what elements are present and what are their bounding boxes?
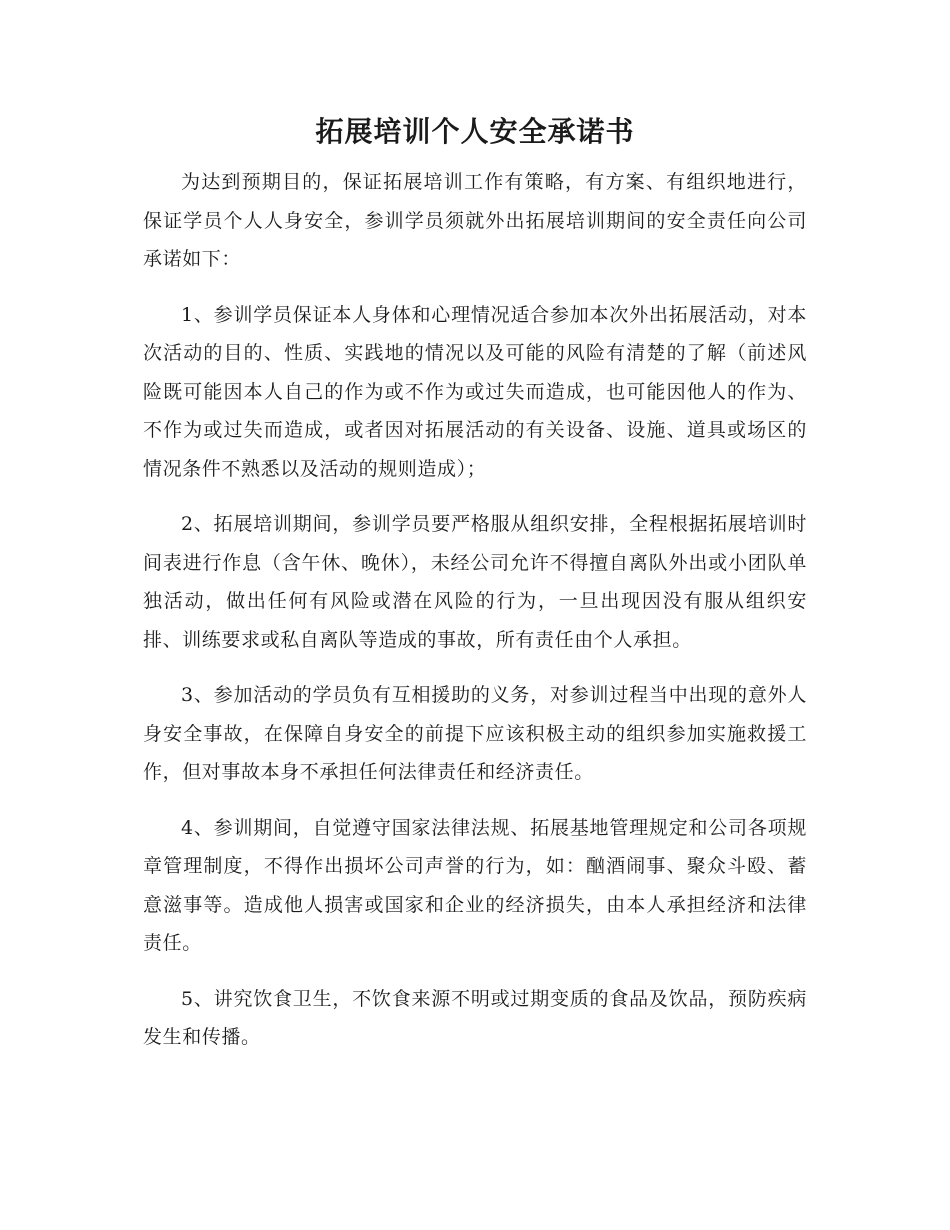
document-body [143, 163, 807, 1074]
clause-paragraph-3: 3、参加活动的学员负有互相援助的义务，对参训过程当中出现的意外人身安全事故，在保障自身安全的前提下应该积极主动的组织参加实施救援工作，但对事故本身不承担任何法律责任和经济责任。 [143, 684, 807, 783]
clause-paragraph-2: 2、拓展培训期间，参训学员要严格服从组织安排，全程根据拓展培训时间表进行作息（含午休、晚休），未经公司允许不得擅自离队外出或小团队单独活动，做出任何有风险或潜在风险的行为，一旦出现因没有服从组织安排、训练要求或私自离队等造成的事故，所有责任由个人承担。 [143, 513, 807, 651]
document-title: 拓展培训个人安全承诺书 [315, 115, 635, 148]
clause-paragraph-4: 4、参训期间，自觉遵守国家法律法规、拓展基地管理规定和公司各项规章管理制度，不得作出损坏公司声誉的行为，如：酗酒闹事、聚众斗殴、蓄意滋事等。造成他人损害或国家和企业的经济损失，由本人承担经济和法律责任。 [143, 816, 807, 954]
clause-paragraph-1: 1、参训学员保证本人身体和心理情况适合参加本次外出拓展活动，对本次活动的目的、性质、实践地的情况以及可能的风险有清楚的了解（前述风险既可能因本人自己的作为或不作为或过失而造成，也可能因他人的作为、不作为或过失而造成，或者因对拓展活动的有关设备、设施、道具或场区的情况条件不熟悉以及活动的规则造成）； [143, 303, 807, 480]
intro-paragraph: 为达到预期目的，保证拓展培训工作有策略，有方案、有组织地进行，保证学员个人人身安全，参训学员须就外出拓展培训期间的安全责任向公司承诺如下： [143, 171, 807, 270]
clause-paragraph-5: 5、讲究饮食卫生，不饮食来源不明或过期变质的食品及饮品，预防疾病发生和传播。 [143, 987, 807, 1048]
